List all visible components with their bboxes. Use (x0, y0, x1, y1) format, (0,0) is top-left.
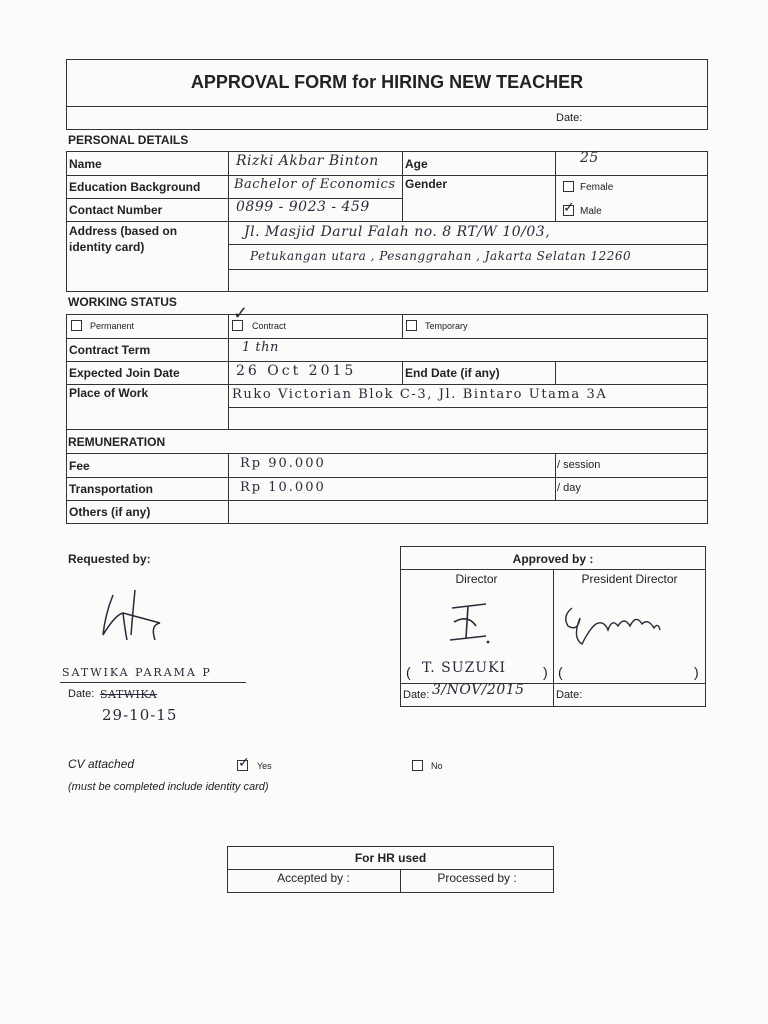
transportation-value: Rp 10.000 (240, 480, 326, 495)
director-date-label: Date: (403, 689, 430, 701)
cv-yes-check-mark: ✓ (238, 754, 250, 770)
requester-signature (95, 585, 175, 645)
name-value: Rizki Akbar Binton (236, 153, 379, 169)
male-check-mark: ✓ (563, 199, 575, 215)
contract-label: Contract (252, 321, 287, 331)
transportation-unit: / day (557, 482, 581, 494)
contact-value: 0899 - 9023 - 459 (236, 199, 370, 215)
cv-no-label: No (431, 761, 443, 771)
requester-name: SATWIKA PARAMA P (62, 666, 212, 679)
education-label: Education Background (69, 180, 201, 194)
personal-details-header: PERSONAL DETAILS (68, 133, 189, 147)
age-label: Age (405, 157, 428, 171)
director-name: T. SUZUKI (422, 660, 507, 676)
requested-date-struck: SATWIKA (100, 688, 158, 701)
name-label: Name (69, 157, 102, 171)
cv-yes-label: Yes (257, 761, 272, 771)
address-label: Address (based on identity card) (69, 224, 178, 254)
remuneration-header: REMUNERATION (68, 435, 166, 449)
fee-label: Fee (69, 459, 90, 473)
hr-header: For HR used (354, 851, 427, 865)
contract-term-value: 1 thn (242, 340, 279, 355)
female-label: Female (580, 182, 614, 193)
director-date-value: 3/NOV/2015 (432, 682, 525, 698)
president-date-label: Date: (556, 689, 583, 701)
education-value: Bachelor of Economics (234, 177, 396, 192)
working-status-header: WORKING STATUS (68, 295, 177, 309)
transportation-label: Transportation (69, 482, 154, 496)
processed-by-label: Processed by : (437, 871, 517, 885)
president-director-label: President Director (581, 572, 678, 586)
president-paren-open: ( (558, 664, 563, 680)
contract-check-mark: ✓ (233, 303, 249, 323)
fee-unit: / session (557, 459, 601, 471)
address-line-2: Petukangan utara , Pesanggrahan , Jakarta Selatan 12260 (250, 249, 632, 263)
male-label: Male (580, 206, 602, 217)
cv-note: (must be completed include identity card) (68, 781, 269, 793)
accepted-by-label: Accepted by : (277, 871, 350, 885)
director-signature (446, 600, 496, 650)
president-paren-close: ) (694, 664, 699, 680)
approved-by-header: Approved by : (512, 552, 594, 566)
permanent-label: Permanent (90, 321, 135, 331)
place-of-work-value: Ruko Victorian Blok C-3, Jl. Bintaro Utama 3A (232, 387, 608, 402)
join-date-label: Expected Join Date (69, 366, 180, 380)
fee-value: Rp 90.000 (240, 456, 326, 471)
director-paren-open: ( (406, 664, 411, 680)
cv-attached-label: CV attached (68, 757, 135, 771)
cv-no-checkbox[interactable] (412, 760, 423, 771)
age-value: 25 (580, 150, 599, 166)
permanent-checkbox[interactable] (71, 320, 82, 331)
gender-label: Gender (405, 177, 448, 191)
place-of-work-label: Place of Work (69, 386, 149, 400)
requested-date-label: Date: (68, 688, 95, 700)
join-date-value: 26 Oct 2015 (236, 363, 357, 379)
address-line-1: Jl. Masjid Darul Falah no. 8 RT/W 10/03, (244, 224, 551, 240)
others-label: Others (if any) (69, 505, 151, 519)
requested-by-label: Requested by: (68, 552, 151, 566)
contact-label: Contact Number (69, 203, 163, 217)
requested-date-value: 29-10-15 (102, 706, 178, 724)
director-label: Director (455, 572, 498, 586)
temporary-label: Temporary (425, 321, 468, 331)
date-row (66, 106, 708, 130)
contract-term-label: Contract Term (69, 343, 151, 357)
director-paren-close: ) (543, 664, 548, 680)
form-title: APPROVAL FORM for HIRING NEW TEACHER (190, 72, 584, 92)
female-checkbox[interactable] (563, 181, 574, 192)
date-label: Date: (556, 112, 583, 124)
temporary-checkbox[interactable] (406, 320, 417, 331)
president-director-signature (560, 598, 670, 652)
end-date-label: End Date (if any) (405, 366, 500, 380)
